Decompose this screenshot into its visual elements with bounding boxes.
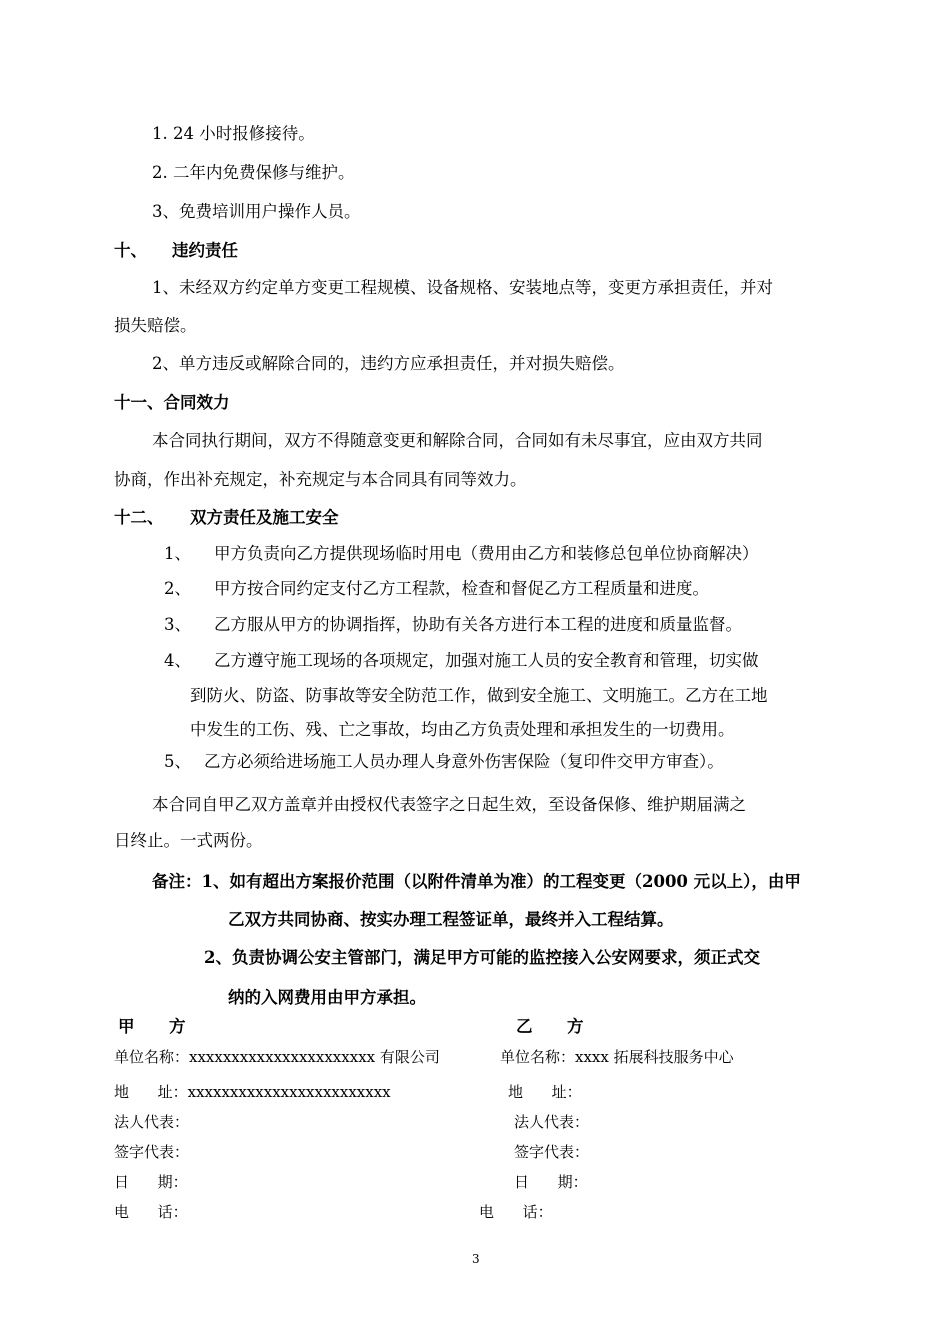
party-a-unit: 单位名称：xxxxxxxxxxxxxxxxxxxxxx 有限公司 [114, 1048, 440, 1066]
party-a-signer: 签字代表： [114, 1143, 190, 1161]
party-b-legal-rep: 法人代表： [514, 1113, 590, 1131]
party-b-phone: 电 话： [479, 1203, 553, 1221]
list-item-text: 中发生的工伤、残、亡之事故，均由乙方负责处理和承担发生的一切费用。 [190, 720, 735, 739]
party-a-title: 甲 方 [118, 1017, 186, 1036]
party-b-title: 乙 方 [516, 1017, 584, 1036]
remark-line: 备注：1、如有超出方案报价范围（以附件清单为准）的工程变更（2000 元以上），由甲 [152, 872, 801, 891]
list-item-text: 乙方遵守施工现场的各项规定，加强对施工人员的安全教育和管理，切实做 [214, 651, 759, 670]
section-heading-number: 十二、 [114, 508, 164, 527]
list-item-number: 1、 [164, 544, 191, 563]
party-b-signer: 签字代表： [514, 1143, 590, 1161]
party-a-address: 地 址：xxxxxxxxxxxxxxxxxxxxxxxx [114, 1083, 391, 1101]
paragraph-line: 本合同自甲乙双方盖章并由授权代表签字之日起生效，至设备保修、维护期届满之 [152, 795, 746, 814]
section-heading-title: 双方责任及施工安全 [190, 508, 339, 527]
list-item-number: 5、 [164, 752, 191, 771]
paragraph-line: 日终止。一式两份。 [114, 831, 263, 850]
party-b-date: 日 期： [514, 1173, 588, 1191]
page-number: 3 [472, 1252, 480, 1266]
paragraph-line: 1、未经双方约定单方变更工程规模、设备规格、安装地点等，变更方承担责任，并对 [152, 278, 773, 297]
list-item-text: 甲方按合同约定支付乙方工程款，检查和督促乙方工程质量和进度。 [214, 579, 709, 598]
list-item-number: 4、 [164, 651, 191, 670]
list-item-text: 甲方负责向乙方提供现场临时用电（费用由乙方和装修总包单位协商解决） [214, 544, 759, 563]
party-b-address: 地 址： [508, 1083, 582, 1101]
party-a-legal-rep: 法人代表： [114, 1113, 190, 1131]
section-heading: 十一、合同效力 [114, 393, 230, 412]
paragraph-line: 2、单方违反或解除合同的，违约方应承担责任，并对损失赔偿。 [152, 354, 625, 373]
list-item-text: 到防火、防盗、防事故等安全防范工作，做到安全施工、文明施工。乙方在工地 [190, 686, 768, 705]
list-item-number: 3、 [164, 615, 191, 634]
party-b-unit: 单位名称：xxxx 拓展科技服务中心 [500, 1048, 734, 1066]
paragraph-line: 协商，作出补充规定，补充规定与本合同具有同等效力。 [114, 470, 527, 489]
remark-line: 纳的入网费用由甲方承担。 [228, 988, 426, 1007]
party-a-date: 日 期： [114, 1173, 188, 1191]
section-heading-title: 违约责任 [172, 241, 238, 260]
service-item: 2. 二年内免费保修与维护。 [152, 163, 355, 182]
section-heading-number: 十、 [114, 241, 147, 260]
list-item-text: 乙方服从甲方的协调指挥，协助有关各方进行本工程的进度和质量监督。 [214, 615, 742, 634]
paragraph-line: 损失赔偿。 [114, 316, 197, 335]
list-item-text: 乙方必须给进场施工人员办理人身意外伤害保险（复印件交甲方审查）。 [204, 752, 724, 771]
remark-line: 乙双方共同协商、按实办理工程签证单，最终并入工程结算。 [228, 910, 674, 929]
paragraph-line: 本合同执行期间，双方不得随意变更和解除合同，合同如有未尽事宜，应由双方共同 [152, 431, 763, 450]
remark-line: 2、负责协调公安主管部门，满足甲方可能的监控接入公安网要求，须正式交 [204, 948, 760, 967]
list-item-number: 2、 [164, 579, 191, 598]
party-a-phone: 电 话： [114, 1203, 188, 1221]
service-item: 3、免费培训用户操作人员。 [152, 202, 361, 221]
service-item: 1. 24 小时报修接待。 [152, 124, 315, 143]
